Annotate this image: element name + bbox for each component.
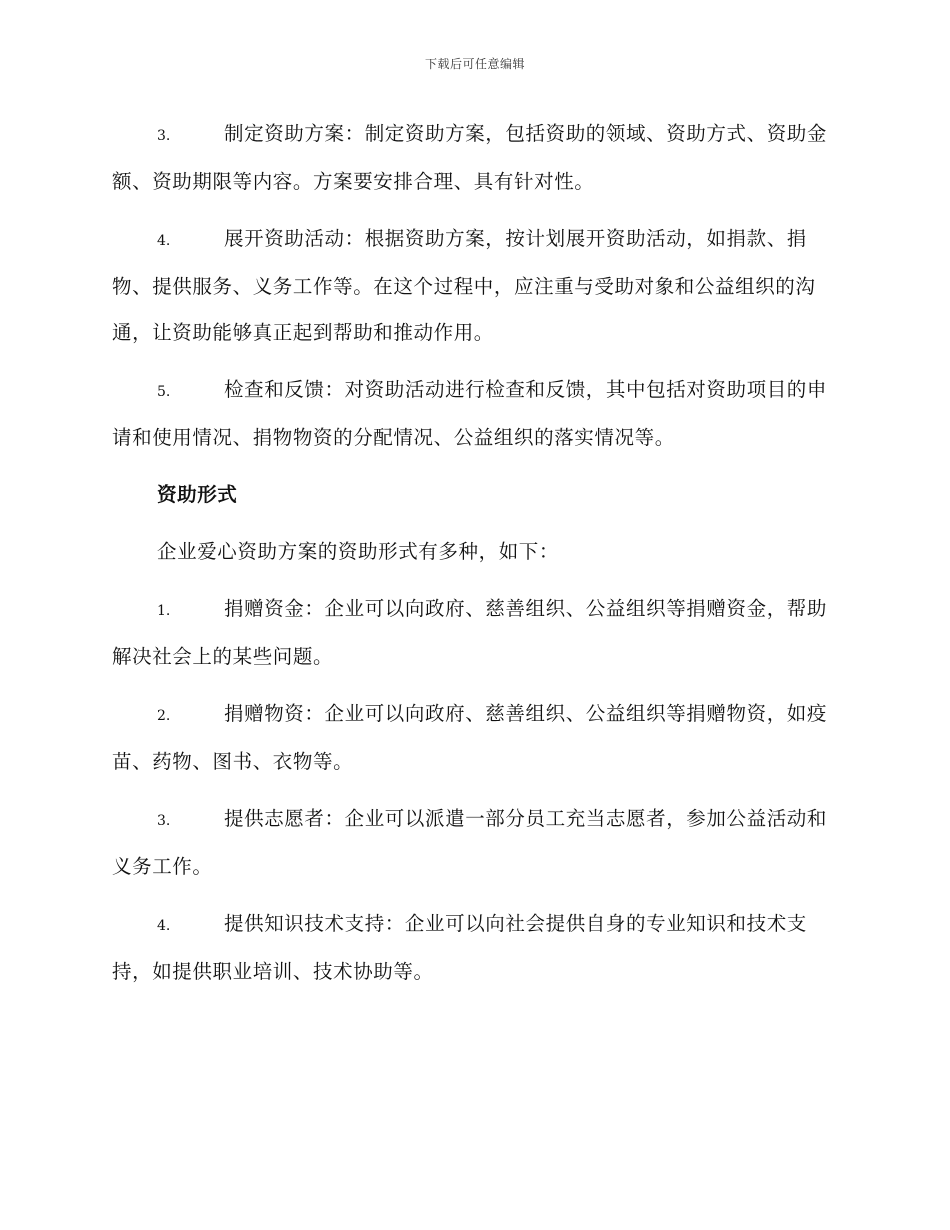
list-item-text: 提供知识技术支持：企业可以向社会提供自身的专业知识和技术支持，如提供职业培训、技术协助等。 [112, 912, 807, 983]
list-item-text: 展开资助活动：根据资助方案，按计划展开资助活动，如捐款、捐物、提供服务、义务工作等。在这个过程中，应注重与受助对象和公益组织的沟通，让资助能够真正起到帮助和推动作用。 [112, 227, 816, 344]
list-item-text: 提供志愿者：企业可以派遣一部分员工充当志愿者，参加公益活动和义务工作。 [112, 807, 828, 878]
list-item-number: 3. [157, 128, 171, 144]
list-item [112, 796, 834, 890]
list-item-number: 4. [157, 233, 171, 249]
document-body [112, 111, 834, 1006]
list-item [112, 586, 834, 680]
list-item-text: 捐赠物资：企业可以向政府、慈善组织、公益组织等捐赠物资，如疫苗、药物、图书、衣物等。 [112, 702, 828, 773]
list-item-number: 2. [157, 708, 171, 724]
list-item-text: 捐赠资金：企业可以向政府、慈善组织、公益组织等捐赠资金，帮助解决社会上的某些问题。 [112, 597, 828, 668]
list-item-number: 5. [157, 384, 171, 400]
list-item [112, 111, 834, 205]
list-item-number: 3. [157, 813, 171, 829]
list-item [112, 691, 834, 785]
list-item-text: 检查和反馈：对资助活动进行检查和反馈，其中包括对资助项目的申请和使用情况、捐物物资的分配情况、公益组织的落实情况等。 [112, 378, 828, 449]
section-heading: 资助形式 [157, 483, 238, 506]
list-item-text: 制定资助方案：制定资助方案，包括资助的领域、资助方式、资助金额、资助期限等内容。方案要安排合理、具有针对性。 [112, 122, 828, 193]
list-item-number: 1. [157, 603, 171, 619]
section-intro: 企业爱心资助方案的资助形式有多种，如下： [157, 540, 560, 563]
list-item-number: 4. [157, 918, 171, 934]
list-item [112, 367, 834, 461]
list-item [112, 216, 834, 356]
page-header: 下载后可任意编辑 [424, 57, 525, 71]
list-item [112, 901, 834, 995]
